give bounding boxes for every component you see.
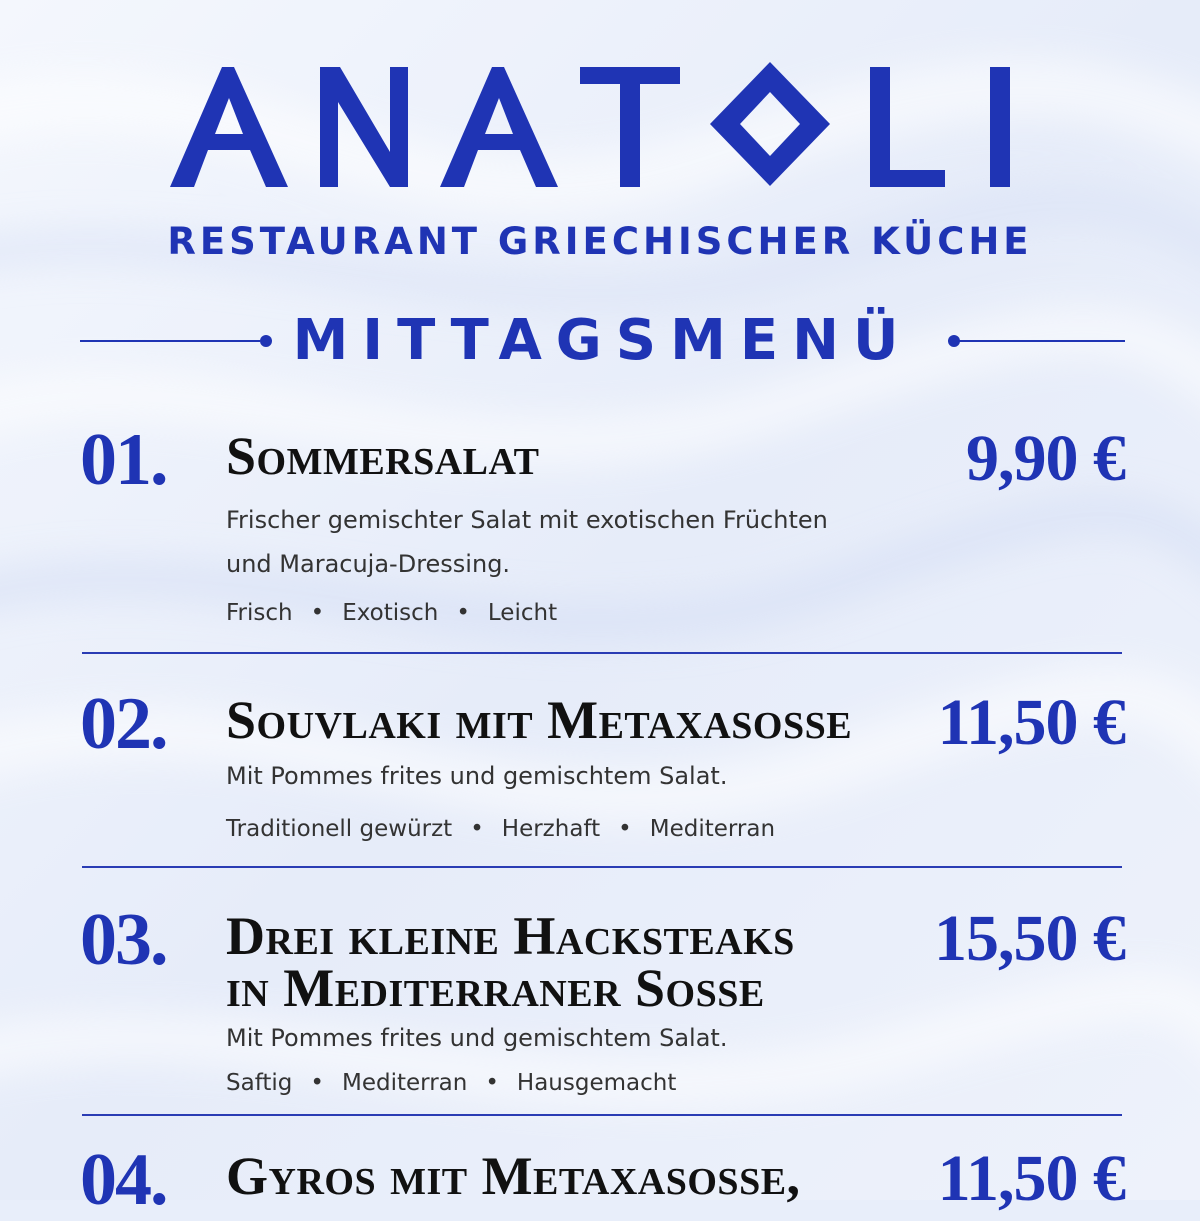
item-price: 9,90 € [966,422,1125,495]
item-tag: Herzhaft [501,816,601,842]
item-tags [226,816,775,842]
tag-separator: • [485,1070,499,1096]
item-tag: Leicht [487,600,558,626]
item-name-line-2: in Mediterraner Sosse [226,958,765,1018]
tag-separator: • [310,600,325,626]
item-price: 11,50 € [937,1142,1125,1215]
item-description: Mit Pommes frites und gemischtem Salat. [226,762,728,790]
item-name: Souvlaki mit Metaxasosse [226,690,853,750]
item-name: Gyros mit Metaxasosse, [226,1146,801,1206]
divider-right [955,340,1125,342]
item-description: Mit Pommes frites und gemischtem Salat. [226,1024,728,1052]
item-tag: Traditionell gewürzt [226,816,453,842]
item-divider [82,652,1122,654]
tag-separator: • [456,600,470,626]
item-price: 11,50 € [937,686,1125,759]
tag-separator: • [310,1070,324,1096]
item-number: 01. [80,419,167,501]
item-tag: Hausgemacht [516,1070,677,1096]
item-number: 02. [80,683,167,765]
restaurant-wordmark [170,62,1030,202]
item-number: 03. [80,899,167,981]
item-tags [226,1070,676,1096]
item-tag: Frisch [226,600,293,626]
restaurant-logo [0,62,1200,202]
tag-separator: • [470,816,484,842]
item-number: 04. [80,1139,167,1221]
item-tag: Mediterran [341,1070,468,1096]
item-tags [226,600,557,626]
item-price: 15,50 € [934,902,1125,975]
item-divider [82,866,1122,868]
tag-separator: • [618,816,632,842]
restaurant-subtitle: RESTAURANT GRIECHISCHER KÜCHE [167,220,1033,263]
section-header [80,306,1125,376]
item-name: Drei kleine Hacksteaks [226,906,795,966]
item-tag: Exotisch [342,600,439,626]
item-tag: Saftig [226,1070,293,1096]
item-description: Frischer gemischter Salat mit exotischen Früchten und Maracuja-Dressing. [226,506,828,578]
item-tag: Mediterran [649,816,776,842]
item-name: Sommersalat [226,426,540,486]
section-title: MITTAGSMENÜ [292,308,913,373]
item-divider [82,1114,1122,1116]
